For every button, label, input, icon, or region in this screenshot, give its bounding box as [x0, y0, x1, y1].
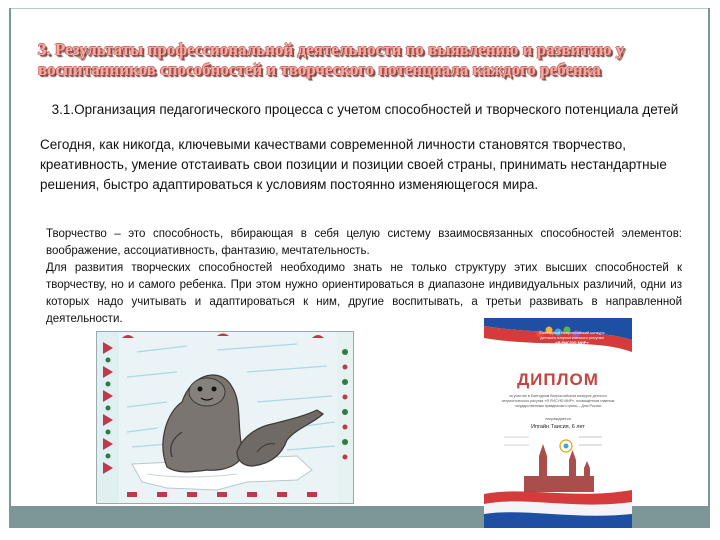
slide-frame-left: [9, 8, 11, 528]
slide-frame-top: [9, 8, 710, 9]
diploma-header-line1: Ежегодный Всероссийский конкурс: [539, 330, 605, 335]
creativity-development: Для развития творческих способностей необходимо знать не только структуру этих высших способностей к творчеству, но и самого ребенка. При этом нужно ориентироваться в диапазоне индивидуальных различий, одни из которых надо учитывать и адаптироваться к ним, другие воспитывать, а третьи развивать в направленной деятельности.: [46, 262, 682, 325]
diploma-body-line1: за участие в Ежегодном Всероссийском конкурсе детского: [509, 394, 607, 398]
diploma-body-line3: государственным праздникам страны – Дню России: [514, 404, 602, 408]
diploma-header-line3: «Я РИСУЮ МИР»: [555, 340, 589, 345]
intro-paragraph: Сегодня, как никогда, ключевыми качествами современной личности становятся творчество, креативность, умение отстаивать свои позиции и позиции своей страны, принимать нестандартные решения, быстро адаптироваться к условиям постоянно изменяющегося мира.: [40, 137, 667, 192]
child-drawing-seals-image: [96, 331, 354, 504]
creativity-text-block: [46, 226, 682, 328]
diploma-heading: ДИПЛОМ: [517, 370, 599, 389]
diploma-image: [484, 318, 632, 528]
diploma-recipient: Ипгайн Таисия, 6 лет: [531, 424, 585, 430]
diploma-body-line2: патриотического рисунка «Я РИСУЮ МИР», посвящённом главным: [501, 399, 615, 403]
creativity-definition: Творчество – это способность, вбирающая в себя целую систему взаимосвязанных способностей элементов: воображение, ассоциативность, фантазию, мечтательность.: [46, 228, 682, 257]
section-subtitle: 3.1.Организация педагогического процесса с учетом способностей и творческого потенциала детей: [51, 102, 679, 117]
slide-frame-right: [708, 8, 710, 528]
diploma-header-line2: детского патриотического рисунка: [540, 335, 604, 340]
diploma-body: [496, 394, 620, 409]
diploma-awarded-label: награждается: [545, 416, 571, 421]
seals-drawing-icon: [97, 332, 353, 503]
diploma-header: [522, 330, 622, 345]
diploma-decoration-icon: [484, 318, 632, 528]
slide-title: 3. Результаты профессиональной деятельности по выявлению и развитию у воспитанников способностей и творческого потенциала каждого ребенка: [38, 40, 625, 79]
